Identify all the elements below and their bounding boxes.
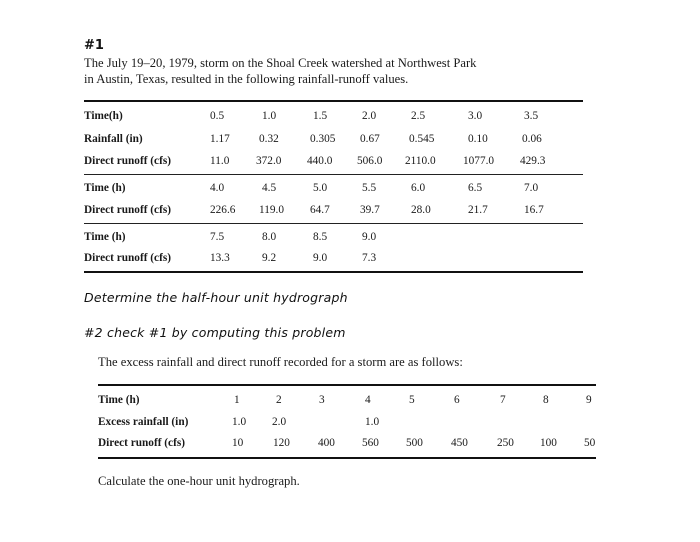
table-2-runoff-label: Direct runoff (cfs)	[84, 204, 171, 216]
table-1-top-rule	[84, 100, 583, 102]
table-cell: 8.5	[313, 231, 328, 243]
table-3-time-label: Time (h)	[84, 231, 126, 243]
table-cell: 3.0	[468, 110, 483, 122]
table-cell: 28.0	[411, 204, 431, 216]
table-cell: 6.5	[468, 182, 483, 194]
table-cell: 10	[232, 437, 244, 449]
table-cell: 9.0	[313, 252, 328, 264]
table-cell: 500	[406, 437, 423, 449]
table-cell: 0.305	[310, 133, 336, 145]
table-cell: 1077.0	[463, 155, 495, 167]
table-cell: 2110.0	[405, 155, 436, 167]
table-cell: 1.17	[210, 133, 230, 145]
table-cell: 400	[318, 437, 335, 449]
table-cell: 506.0	[357, 155, 383, 167]
table-3-runoff-label: Direct runoff (cfs)	[84, 252, 171, 264]
problem-1-intro-line-1: The July 19–20, 1979, storm on the Shoal Creek watershed at Northwest Park	[84, 56, 477, 70]
table-1-divider	[84, 174, 583, 175]
table-cell: 250	[497, 437, 514, 449]
table-cell: 2.5	[411, 110, 426, 122]
table-cell: 4.5	[262, 182, 277, 194]
table-cell: 2.0	[272, 416, 287, 428]
table-cell: 7.3	[362, 252, 377, 264]
table-cell: 2	[276, 394, 282, 406]
table-p2-bottom-rule	[98, 457, 596, 459]
table-cell: 0.06	[522, 133, 542, 145]
table-cell: 372.0	[256, 155, 282, 167]
table-2-time-label: Time (h)	[84, 182, 126, 194]
table-cell: 0.5	[210, 110, 225, 122]
table-cell: 64.7	[310, 204, 330, 216]
table-2-divider	[84, 223, 583, 224]
problem-2-intro: The excess rainfall and direct runoff recorded for a storm are as follows:	[98, 355, 463, 369]
table-cell: 0.67	[360, 133, 380, 145]
table-cell: 120	[273, 437, 290, 449]
problem-1-handwritten-task: Determine the half-hour unit hydrograph	[84, 290, 348, 305]
table-p2-top-rule	[98, 384, 596, 386]
table-cell: 0.10	[468, 133, 488, 145]
table-cell: 440.0	[307, 155, 333, 167]
table-cell: 2.0	[362, 110, 377, 122]
table-cell: 16.7	[524, 204, 544, 216]
table-cell: 13.3	[210, 252, 230, 264]
table-cell: 9.0	[362, 231, 377, 243]
table-cell: 226.6	[210, 204, 236, 216]
problem-2-task: Calculate the one-hour unit hydrograph.	[98, 474, 300, 488]
table-cell: 50	[584, 437, 596, 449]
table-cell: 3	[319, 394, 325, 406]
table-cell: 429.3	[520, 155, 546, 167]
table-cell: 5.5	[362, 182, 377, 194]
table-cell: 4.0	[210, 182, 225, 194]
problem-2-handwritten-header: #2 check #1 by computing this problem	[84, 325, 346, 340]
table-p2-runoff-label: Direct runoff (cfs)	[98, 437, 185, 449]
table-cell: 11.0	[210, 155, 230, 167]
table-cell: 39.7	[360, 204, 380, 216]
table-1-bottom-rule	[84, 271, 583, 273]
table-1-rain-label: Rainfall (in)	[84, 133, 143, 145]
table-1-time-label: Time(h)	[84, 110, 123, 122]
table-cell: 9	[586, 394, 592, 406]
table-cell: 6	[454, 394, 460, 406]
table-cell: 4	[365, 394, 371, 406]
table-cell: 3.5	[524, 110, 539, 122]
table-cell: 1.0	[262, 110, 277, 122]
table-cell: 7.0	[524, 182, 539, 194]
table-cell: 8.0	[262, 231, 277, 243]
table-cell: 5	[409, 394, 415, 406]
table-p2-excess-label: Excess rainfall (in)	[98, 416, 189, 428]
table-cell: 0.545	[409, 133, 435, 145]
table-cell: 5.0	[313, 182, 328, 194]
table-cell: 1.0	[365, 416, 380, 428]
table-cell: 119.0	[259, 204, 284, 216]
table-cell: 1.0	[232, 416, 247, 428]
table-cell: 6.0	[411, 182, 426, 194]
table-cell: 450	[451, 437, 468, 449]
table-cell: 1.5	[313, 110, 328, 122]
problem-1-intro-line-2: in Austin, Texas, resulted in the following rainfall-runoff values.	[84, 72, 409, 86]
table-cell: 7	[500, 394, 506, 406]
table-1-runoff-label: Direct runoff (cfs)	[84, 155, 171, 167]
table-cell: 560	[362, 437, 379, 449]
table-cell: 21.7	[468, 204, 488, 216]
table-cell: 7.5	[210, 231, 225, 243]
table-cell: 8	[543, 394, 549, 406]
table-cell: 100	[540, 437, 557, 449]
table-cell: 9.2	[262, 252, 277, 264]
table-cell: 0.32	[259, 133, 279, 145]
problem-1-number: #1	[84, 38, 104, 53]
table-cell: 1	[234, 394, 240, 406]
table-p2-time-label: Time (h)	[98, 394, 140, 406]
